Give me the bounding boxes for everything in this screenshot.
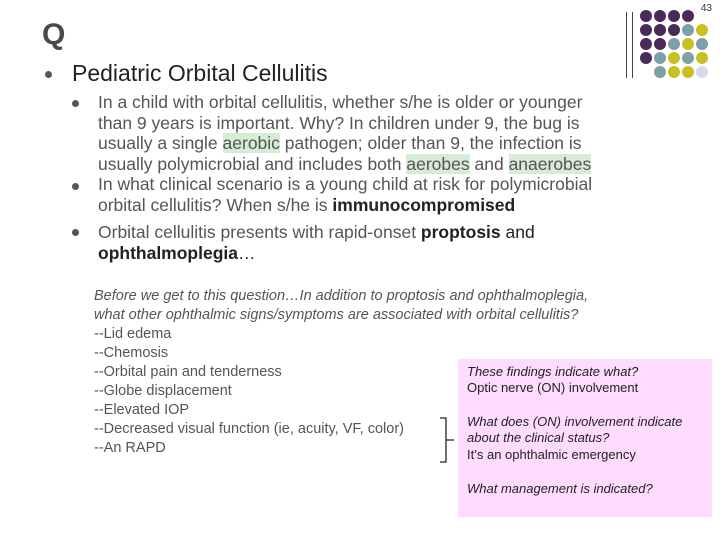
bullet-marker xyxy=(45,71,52,78)
highlight-anaerobes: anaerobes xyxy=(508,153,592,174)
dot xyxy=(696,52,708,64)
dot xyxy=(668,10,680,22)
dot xyxy=(682,10,694,22)
highlight-aerobes: aerobes xyxy=(406,153,470,174)
dot xyxy=(640,52,652,64)
dot xyxy=(682,24,694,36)
slide-number: 43 xyxy=(700,3,712,14)
dot xyxy=(640,24,652,36)
sign-item: --An RAPD xyxy=(94,440,166,456)
answer-clinical-status: It’s an ophthalmic emergency xyxy=(467,447,636,462)
divider-line-right xyxy=(632,12,633,78)
sign-item: --Decreased visual function (ie, acuity, VF, color) xyxy=(94,421,404,437)
question-clinical-status: about the clinical status? xyxy=(467,430,610,445)
dot xyxy=(668,24,680,36)
bullet-marker xyxy=(72,183,79,190)
bullet-item-bug-age: In a child with orbital cellulitis, whether s/he is older or younger than 9 years is important. Why? In children under 9, the bug is usually a single aerobic pathogen; older than 9, the infection is usually polymicrobial and includes both aerobes and anaerobes xyxy=(98,92,592,174)
dot xyxy=(682,38,694,50)
bullet-item-immunocompromised: In what clinical scenario is a young child at risk for polymicrobial orbital cellulitis? When s/he is immunocompromised xyxy=(98,174,593,215)
bullet-marker xyxy=(72,100,79,107)
bracket-connector xyxy=(438,416,458,464)
question-letter: Q xyxy=(42,18,66,51)
dot xyxy=(654,52,666,64)
slide-title: Pediatric Orbital Cellulitis xyxy=(72,60,328,86)
sign-item: --Orbital pain and tenderness xyxy=(94,364,282,380)
dot xyxy=(668,38,680,50)
dot xyxy=(668,66,680,78)
sign-item: --Lid edema xyxy=(94,326,172,342)
dot xyxy=(682,52,694,64)
sub-question-intro: Before we get to this question…In addition to proptosis and ophthalmoplegia, xyxy=(94,288,589,304)
answer-findings: Optic nerve (ON) involvement xyxy=(467,380,639,395)
bullet-item-presentation: Orbital cellulitis presents with rapid-onset proptosis and ophthalmoplegia… xyxy=(98,222,535,263)
dot xyxy=(696,24,708,36)
highlight-aerobic: aerobic xyxy=(222,133,280,153)
dot xyxy=(654,38,666,50)
sign-item: --Chemosis xyxy=(94,345,169,361)
sign-item: --Elevated IOP xyxy=(94,402,190,418)
dot xyxy=(640,10,652,22)
dot xyxy=(696,66,708,78)
sign-item: --Globe displacement xyxy=(94,383,232,399)
dot xyxy=(654,24,666,36)
dot xyxy=(668,52,680,64)
question-clinical-status: What does (ON) involvement indicate xyxy=(467,414,683,429)
question-findings: These findings indicate what? xyxy=(467,364,639,379)
dot xyxy=(640,38,652,50)
dot xyxy=(696,38,708,50)
question-management: What management is indicated? xyxy=(467,481,653,496)
dot xyxy=(654,10,666,22)
divider-line-left xyxy=(626,12,627,78)
dot xyxy=(682,66,694,78)
bullet-marker xyxy=(72,229,79,236)
dot xyxy=(654,66,666,78)
sub-question-intro: what other ophthalmic signs/symptoms are associated with orbital cellulitis? xyxy=(94,307,579,323)
